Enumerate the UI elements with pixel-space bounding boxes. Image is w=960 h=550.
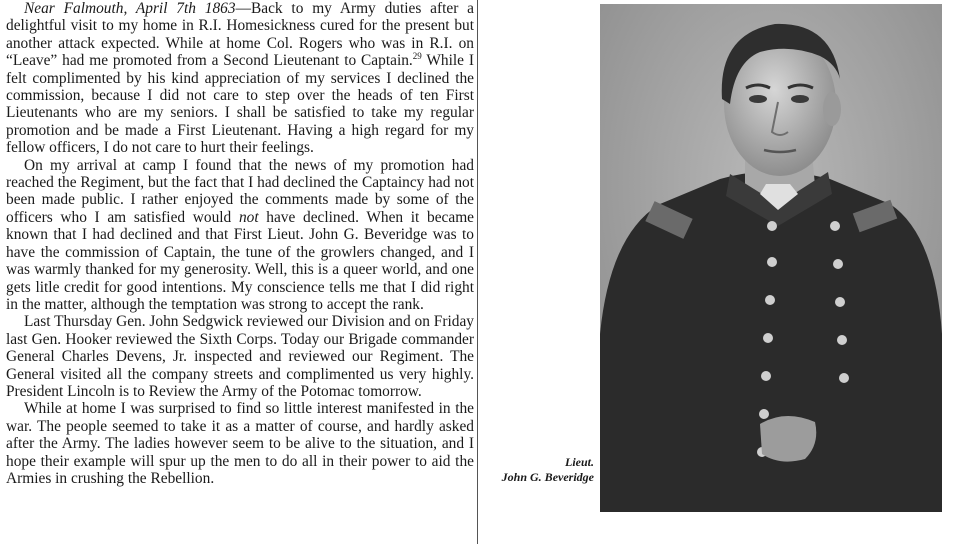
text-column: [6, 0, 474, 548]
paragraph-1-text-b: While I felt complimented by his kind appreciation of my services I declined the commission, because I did not care to step over the heads of ten First Lieutenants who are my seniors. I shall be satisfied to take my regular promotion and be made a First Lieutenant. Having a high regard for my fellow officers, I do not care to hurt their feelings.: [6, 52, 474, 157]
paragraph-2-text-a: On my arrival at camp I found that the news of my promotion had reached the Regiment, but the fact that I had declined the Captaincy had not been made public. I rather enjoyed the comments made by some of the officers who I am satisfied would: [6, 156, 474, 226]
left-eye: [749, 95, 767, 103]
right-eye: [791, 95, 809, 103]
paragraph-4: While at home I was surprised to find so little interest manifested in the war. The people seemed to take it as a matter of course, and hardly asked after the Army. The ladies however seem to be alive to the situation, and I hope their example will spur up the men to do all in their power to aid the Armies in crushing the Rebellion.: [6, 400, 474, 487]
paragraph-2-text-b: have declined. When it became known that I had declined and that First Lieut. John G. Beveridge was to have the commission of Captain, the tune of the growlers changed, and I was warmly thanked for my generosity. Well, this is a queer world, and one gets litle credit for good intentions. My conscience tells me that I did right in the matter, although the temptation was strong to accept the rank.: [6, 208, 474, 313]
portrait-photo: [600, 4, 942, 512]
caption-rank: Lieut.: [565, 455, 594, 469]
paragraph-3: Last Thursday Gen. John Sedgwick reviewed our Division and on Friday last Gen. Hooker reviewed the Sixth Corps. Today our Brigade commander General Charles Devens, Jr. inspected and reviewed our Regiment. The General visited all the company streets and complimented us very highly. President Lincoln is to Review the Army of the Potomac tomorrow.: [6, 313, 474, 400]
caption-name: John G. Beveridge: [501, 470, 594, 484]
paragraph-1: [6, 0, 474, 157]
dateline: Near Falmouth, April 7th 1863: [24, 0, 236, 17]
footnote-reference: 29: [412, 51, 422, 62]
paragraph-1-text-a: —Back to my Army duties after a delightful visit to my home in R.I. Homesickness cured for the present but another attack expected. While at home Col. Rogers who was in R.I. on “Leave” had me promoted from a Second Lieutenant to Captain.: [6, 0, 474, 70]
hand: [760, 416, 816, 462]
paragraph-2: [6, 157, 474, 314]
emphasis-not: not: [238, 208, 259, 226]
column-divider: [477, 0, 478, 544]
portrait-illustration: [600, 4, 942, 512]
ear: [823, 92, 841, 126]
photo-caption: [480, 455, 594, 485]
